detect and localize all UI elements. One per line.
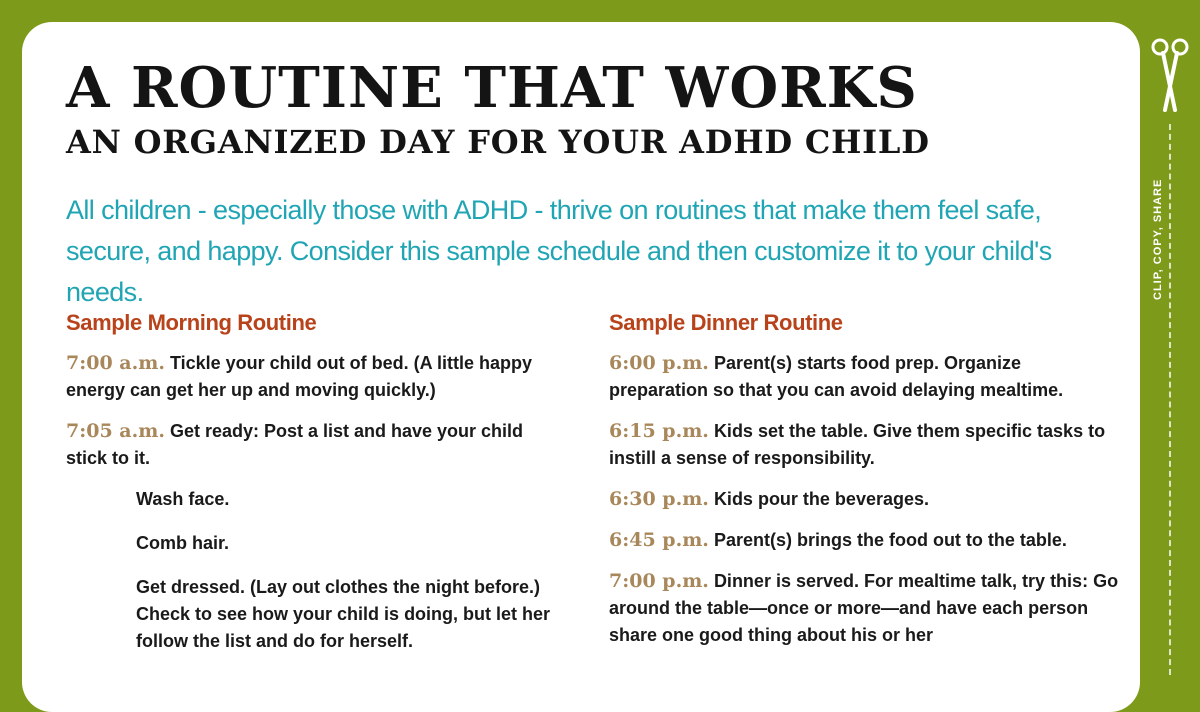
entry-time: 6:45 p.m. xyxy=(609,529,709,551)
page-subtitle: AN ORGANIZED DAY FOR YOUR ADHD CHILD xyxy=(66,123,930,161)
schedule-entry xyxy=(609,527,1119,554)
entry-time: 6:00 p.m. xyxy=(609,352,709,374)
checklist-item: Get dressed. (Lay out clothes the night before.) Check to see how your child is doing, but let her follow the list and do for herself. xyxy=(136,577,551,651)
entry-time: 7:05 a.m. xyxy=(66,420,165,442)
schedule-entry xyxy=(609,350,1119,404)
clip-sidebar xyxy=(1140,0,1200,675)
entry-time: 6:30 p.m. xyxy=(609,488,709,510)
schedule-entry xyxy=(609,418,1119,472)
checklist-item: Comb hair. xyxy=(136,533,230,553)
entry-text: Kids set the table. Give them specific tasks to instill a sense of responsibility. xyxy=(609,421,1106,468)
morning-routine-section xyxy=(66,308,566,655)
entry-text: Dinner is served. For mealtime talk, try this: Go around the table—once or more—and have each person share one good thing about his or her xyxy=(609,571,1119,645)
entry-text: Kids pour the beverages. xyxy=(713,489,929,509)
schedule-entry xyxy=(609,568,1119,649)
cut-line xyxy=(1169,124,1171,675)
dinner-routine-heading: Sample Dinner Routine xyxy=(609,310,843,335)
schedule-entry xyxy=(66,350,566,404)
entry-text: Parent(s) brings the food out to the table. xyxy=(713,530,1067,550)
schedule-entry xyxy=(609,486,1119,513)
entry-text: Tickle your child out of bed. (A little happy energy can get her up and moving quickly.) xyxy=(66,353,532,400)
entry-text: Get ready: Post a list and have your child stick to it. xyxy=(66,421,524,468)
entry-time: 7:00 a.m. xyxy=(66,352,165,374)
dinner-routine-section xyxy=(609,308,1119,663)
scissors-icon xyxy=(1149,36,1191,114)
entry-text: Parent(s) starts food prep. Organize preparation so that you can avoid delaying mealtime. xyxy=(609,353,1064,400)
content-card xyxy=(22,22,1140,712)
entry-time: 6:15 p.m. xyxy=(609,420,709,442)
intro-paragraph: All children - especially those with ADHD - thrive on routines that make them feel safe, secure, and happy. Consider this sample schedule and then customize it to your child's needs. xyxy=(66,195,1052,307)
checklist-item: Wash face. xyxy=(136,489,230,509)
morning-routine-heading: Sample Morning Routine xyxy=(66,310,317,335)
entry-time: 7:00 p.m. xyxy=(609,570,709,592)
schedule-entry xyxy=(66,418,566,472)
page-title: A ROUTINE THAT WORKS xyxy=(66,55,918,121)
share-label: CLIP, COPY, SHARE xyxy=(1152,178,1164,300)
